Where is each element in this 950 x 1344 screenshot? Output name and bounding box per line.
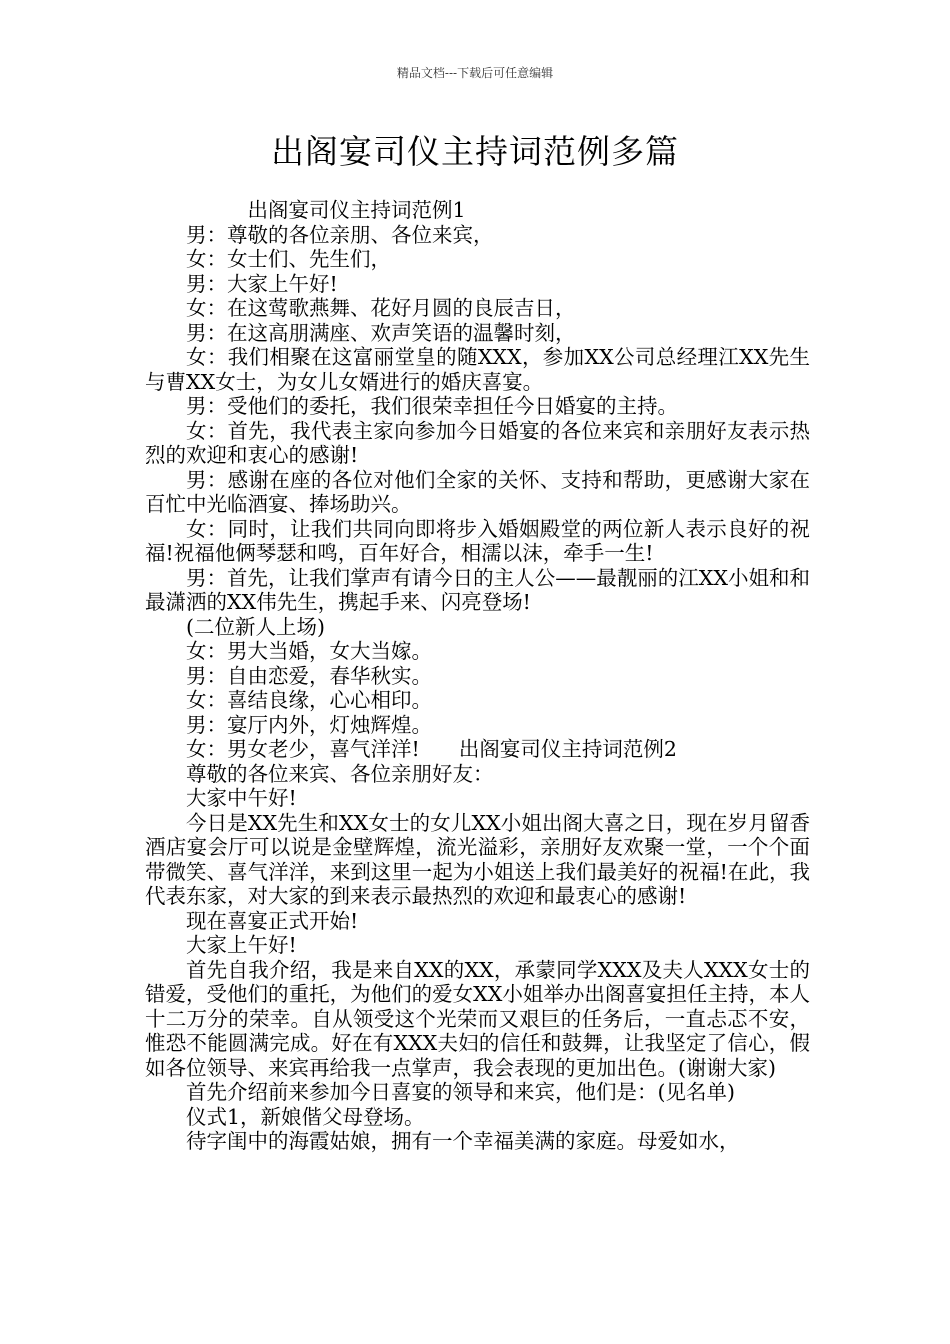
paragraph: 女：喜结良缘，心心相印。 bbox=[186, 688, 432, 712]
paragraph: (二位新人上场) bbox=[186, 614, 325, 639]
paragraph: 女：在这莺歌燕舞、花好月圆的良辰吉日， bbox=[186, 296, 576, 320]
paragraph: 男：尊敬的各位亲朋、各位来宾， bbox=[186, 222, 494, 247]
paragraph: 仪式1，新娘偕父母登场。 bbox=[186, 1104, 425, 1129]
paragraph: 待字闺中的海霞姑娘，拥有一个幸福美满的家庭。母爱如水， bbox=[186, 1129, 740, 1153]
paragraph: 女：首先，我代表主家向参加今日婚宴的各位来宾和亲朋好友表示热烈的欢迎和衷心的感谢! bbox=[145, 418, 810, 467]
paragraph: 男：自由恋爱，春华秋实。 bbox=[186, 663, 432, 688]
paragraph: 女：同时，让我们共同向即将步入婚姻殿堂的两位新人表示良好的祝福!祝福他俩琴瑟和鸣，百年好合，相濡以沫，牵手一生! bbox=[145, 516, 810, 565]
paragraph: 今日是XX先生和XX女士的女儿XX小姐出阁大喜之日，现在岁月留香酒店宴会厅可以说是金壁辉煌，流光溢彩，亲朋好友欢聚一堂，一个个面带微笑、喜气洋洋，来到这里一起为小姐送上我们最美好的祝福!在此，我代表东家，对大家的到来表示最热烈的欢迎和最衷心的感谢! bbox=[145, 810, 810, 908]
section-heading: 出阁宴司仪主持词范例1 bbox=[247, 198, 466, 222]
paragraph: 大家上午好! bbox=[186, 933, 297, 957]
paragraph: 男：大家上午好! bbox=[186, 271, 338, 296]
paragraph: 男：首先，让我们掌声有请今日的主人公——最靓丽的江XX小姐和和最潇洒的XX伟先生，携起手来、闪亮登场! bbox=[145, 565, 810, 614]
document-body bbox=[145, 198, 810, 1154]
paragraph: 女：女士们、先生们， bbox=[186, 247, 391, 271]
paragraph: 女：男女老少，喜气洋洋! 出阁宴司仪主持词范例2 bbox=[186, 737, 677, 761]
paragraph: 首先介绍前来参加今日喜宴的领导和来宾，他们是：(见名单) bbox=[186, 1080, 735, 1104]
paragraph: 女：男大当婚，女大当嫁。 bbox=[186, 639, 432, 663]
paragraph: 男：感谢在座的各位对他们全家的关怀、支持和帮助，更感谢大家在百忙中光临酒宴、捧场助兴。 bbox=[145, 467, 810, 516]
page-header: 精品文档---下载后可任意编辑 bbox=[396, 66, 554, 80]
paragraph: 男：宴厅内外，灯烛辉煌。 bbox=[186, 712, 432, 737]
paragraph: 首先自我介绍，我是来自XX的XX，承蒙同学XXX及夫人XXX女士的错爱，受他们的重托，为他们的爱女XX小姐举办出阁喜宴担任主持，本人十二万分的荣幸。自从领受这个光荣而又艰巨的任务后，一直忐忑不安，惟恐不能圆满完成。好在有XXX夫妇的信任和鼓舞，让我坚定了信心，假如各位领导、来宾再给我一点掌声，我会表现的更加出色。(谢谢大家) bbox=[145, 957, 810, 1080]
paragraph: 大家中午好! bbox=[186, 786, 297, 810]
paragraph: 现在喜宴正式开始! bbox=[186, 908, 359, 933]
paragraph: 男：在这高朋满座、欢声笑语的温馨时刻， bbox=[186, 320, 576, 345]
paragraph: 女：我们相聚在这富丽堂皇的随XXX，参加XX公司总经理江XX先生与曹XX女士，为女儿女婿进行的婚庆喜宴。 bbox=[145, 345, 810, 394]
document-title: 出阁宴司仪主持词范例多篇 bbox=[271, 132, 679, 171]
paragraph: 尊敬的各位来宾、各位亲朋好友： bbox=[186, 761, 494, 786]
paragraph: 男：受他们的委托，我们很荣幸担任今日婚宴的主持。 bbox=[186, 394, 678, 418]
